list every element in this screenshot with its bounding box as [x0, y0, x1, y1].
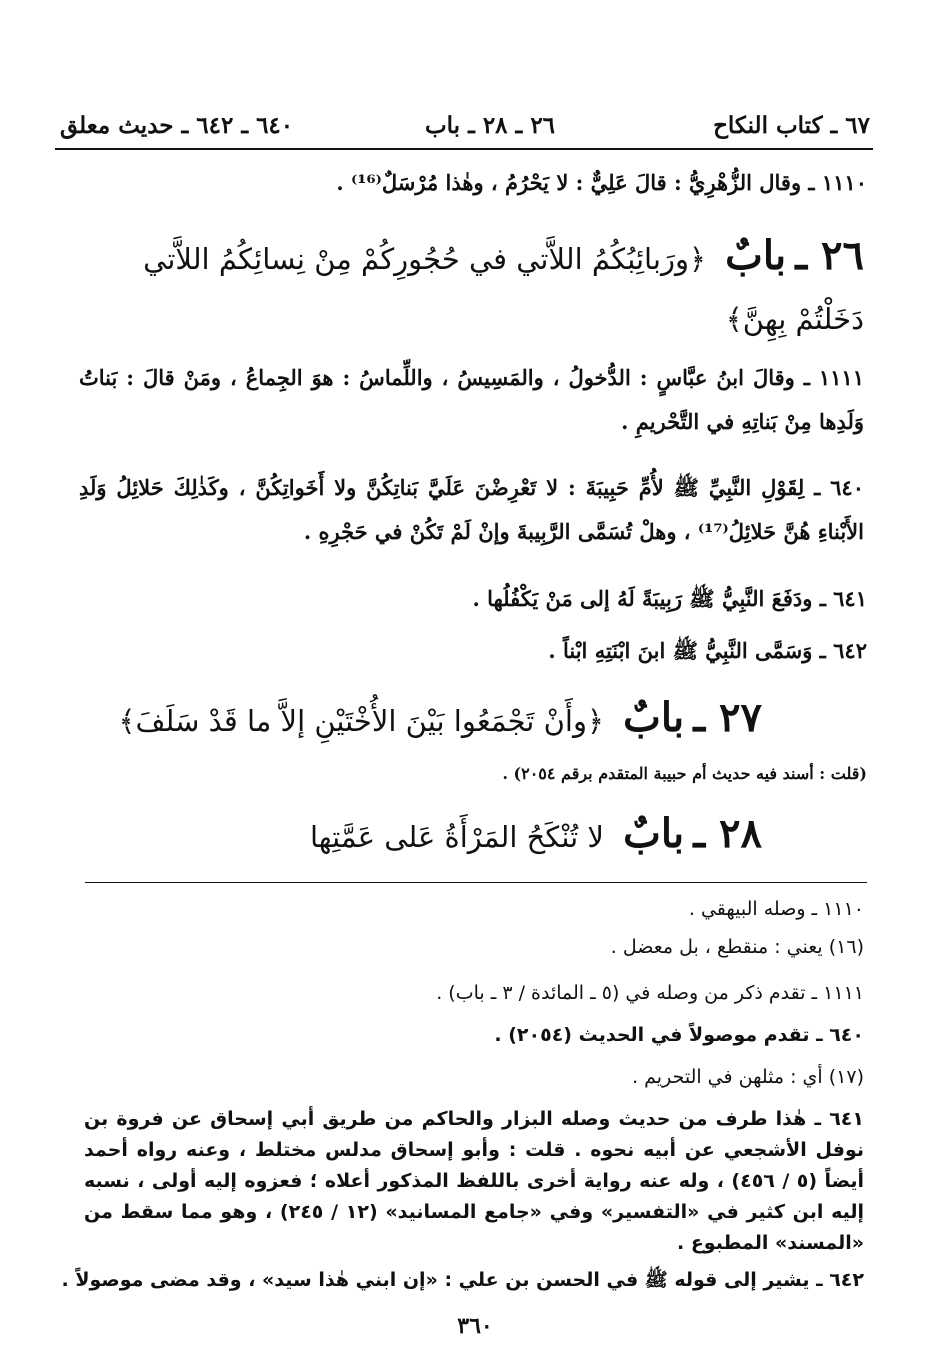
chapter-27-note: (قلت : أسند فيه حديث أم حبيبة المتقدم برقم ٢٠٥٤) . [502, 764, 867, 783]
chapter-26-heading [79, 226, 864, 349]
chapter-27-title: ﴿وأَنْ تَجْمَعُوا بَيْنَ الأُخْتَيْنِ إلاَّ ما قَدْ سَلَفَ﴾ [118, 704, 604, 738]
footnote-17: (١٧) أي : مثلهن في التحريم . [632, 1066, 864, 1088]
running-header [60, 108, 870, 148]
chapter-28-label: بابٌ [623, 810, 685, 857]
hadith-641: ٦٤١ ـ ودَفَعَ النَّبِيُّ ﷺ رَبِيبَةً لَهُ إلى مَنْ يَكْفُلُها . [472, 586, 867, 611]
chapter-27-number: ٢٧ ـ [693, 694, 762, 741]
footnote-1110: ١١١٠ ـ وصله البيهقي . [688, 898, 864, 920]
footnote-642: ٦٤٢ ـ يشير إلى قوله ﷺ في الحسن بن علي : «إن ابني هٰذا سيد» ، وقد مضى موصولاً . [61, 1269, 864, 1291]
hadith-640: ٦٤٠ ـ لِقَوْلِ النَّبِيِّ ﷺ لأُمِّ حَبِيبَةَ : لا تَعْرِضْنَ عَلَيَّ بَناتِكُنَّ ولا أَخَواتِكُنَّ ، وكَذٰلِكَ حَلائِلُ وَلَدِ الأَبْناءِ هُنَّ حَلائِلُ⁽¹⁷⁾ ، وهلْ تُسَمَّى الرَّبِيبةَ وإنْ لَمْ تَكُنْ في حَجْرِهِ . [79, 475, 864, 544]
footnote-divider [85, 882, 867, 883]
chapter-27-heading [119, 688, 762, 751]
athar-1111: ١١١١ ـ وقالَ ابنُ عبَّاسٍ : الدُّخولُ ، والمَسِيسُ ، واللِّماسُ : هوَ الجِماعُ ، ومَنْ قالَ : بَناتُ وَلَدِها مِنْ بَناتِهِ في التَّحْريمِ . [79, 365, 864, 434]
header-divider [55, 148, 873, 150]
footnote-1111: ١١١١ ـ تقدم ذكر من وصله في (٥ ـ المائدة / ٣ ـ باب) . [436, 982, 864, 1004]
chapter-28-title: لا تُنْكَحُ المَرْأَةُ عَلى عَمَّتِها [309, 820, 604, 854]
header-chapter: ٦٧ ـ كتاب النكاح [713, 112, 870, 139]
page-number: ٣٦٠ [457, 1313, 493, 1339]
hadith-642: ٦٤٢ ـ وَسَمَّى النَّبِيُّ ﷺ ابنَ ابْنَتِهِ ابْناً . [548, 638, 867, 663]
athar-1110: ١١١٠ ـ وقال الزُّهْرِيُّ : قالَ عَلِيٌّ : لا يَحْرُمُ ، وهٰذا مُرْسَلٌ⁽¹⁶⁾ . [336, 170, 867, 195]
chapter-28-heading [310, 804, 762, 867]
header-section-range: ٢٦ ـ ٢٨ ـ باب [425, 112, 556, 139]
chapter-26-label: بابٌ [725, 232, 787, 279]
chapter-27-label: بابٌ [623, 694, 685, 741]
footnote-641: ٦٤١ ـ هٰذا طرف من حديث وصله البزار والحاكم من طريق أبي إسحاق عن فروة بن نوفل الأشجعي عن أبيه نحوه . قلت : وأبو إسحاق مدلس مختلط ، وعنه رواه أحمد أيضاً (٥ / ٤٥٦) ، وله عنه رواية أخرى باللفظ المذكور أعلاه ؛ فعزوه إليه أولى ، نسبه إليه ابن كثير في «التفسير» وفي «جامع المسانيد» (١٢ / ٢٤٥) ، وهو مما سقط من «المسند» المطبوع . [84, 1108, 865, 1254]
footnote-640: ٦٤٠ ـ تقدم موصولاً في الحديث (٢٠٥٤) . [494, 1024, 864, 1046]
header-hadith-range: ٦٤٠ ـ ٦٤٢ ـ حديث معلق [60, 112, 294, 139]
chapter-26-number: ٢٦ ـ [795, 232, 864, 279]
chapter-26-title: ﴿ورَبائِبُكُمُ اللاَّتي في حُجُورِكُمْ مِنْ نِسائِكُمُ اللاَّتي دَخَلْتُمْ بِهِنَّ﴾ [143, 242, 864, 336]
footnote-16: (١٦) يعني : منقطع ، بل معضل . [610, 936, 864, 958]
chapter-28-number: ٢٨ ـ [693, 810, 762, 857]
